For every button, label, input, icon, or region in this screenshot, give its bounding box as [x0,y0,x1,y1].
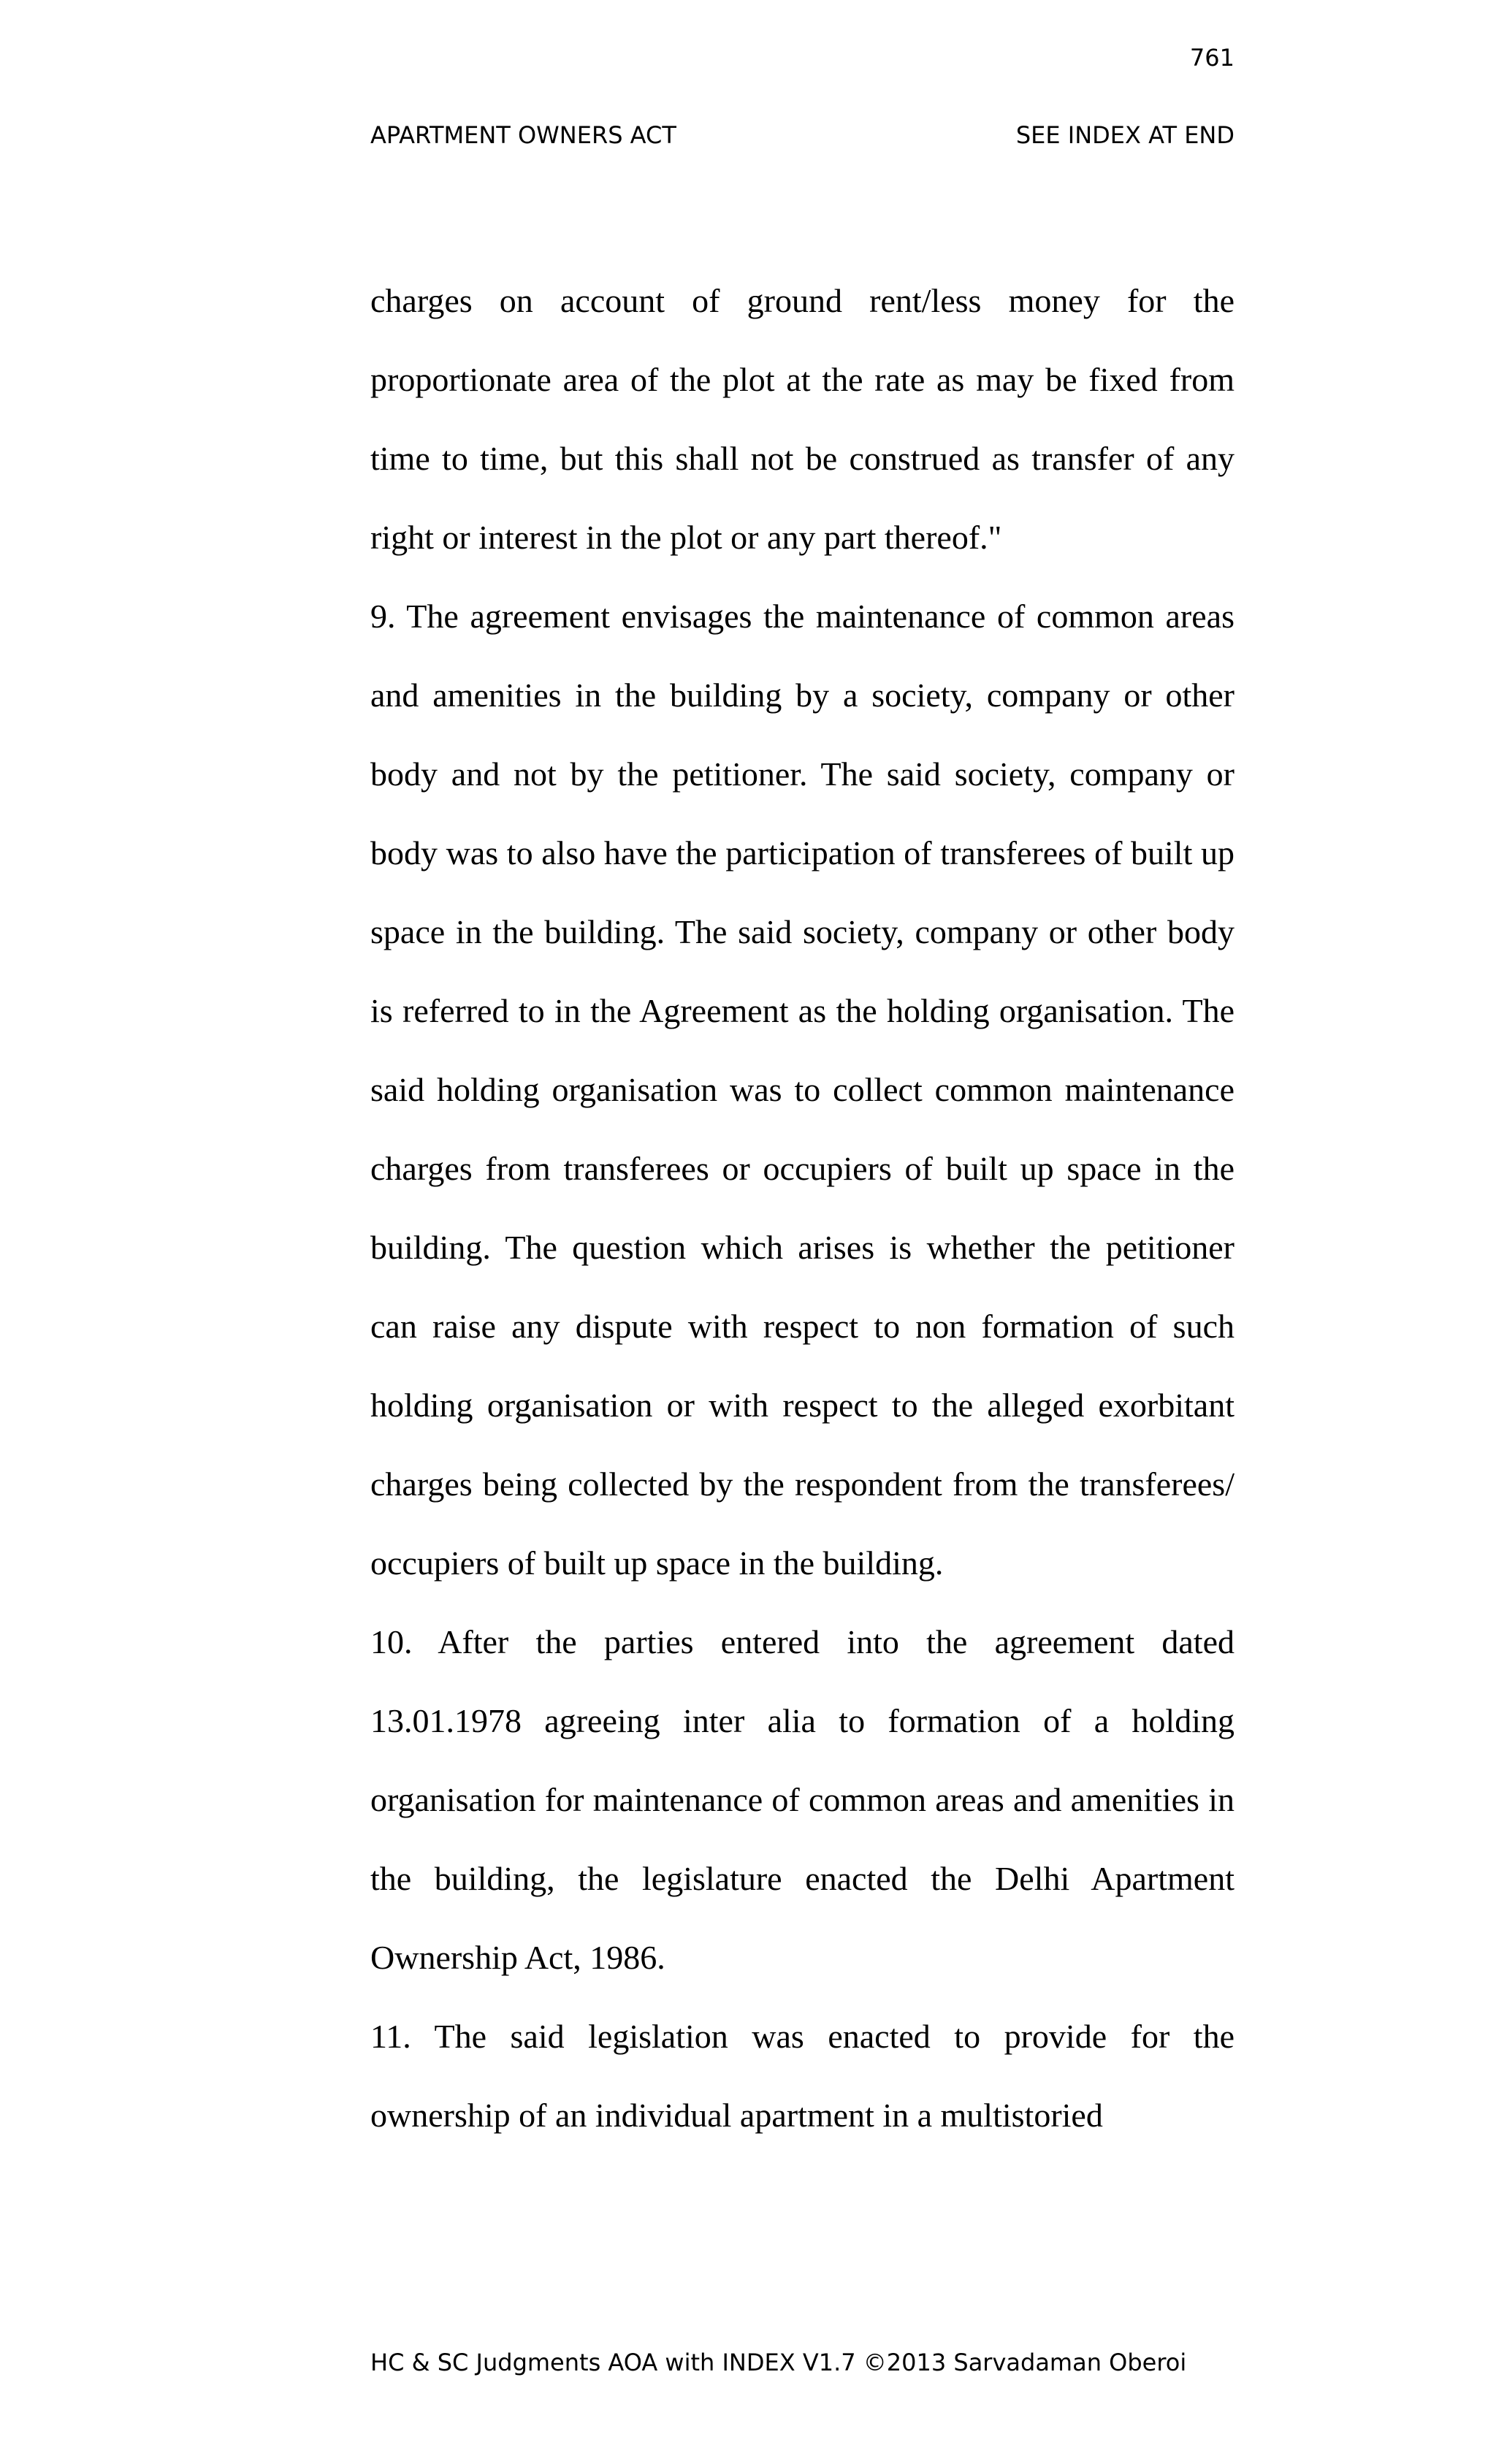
paragraph-10: 10. After the parties entered into the agreement dated 13.01.1978 agreeing inter alia to formation of a holding organisation for maintenance of common areas and amenities in the building, the legislature enacted the Delhi Apartment Ownership Act, 1986. [370,1623,1234,1976]
running-header-left: APARTMENT OWNERS ACT [370,121,676,149]
page-number: 761 [1189,44,1234,72]
running-header-right: SEE INDEX AT END [1015,121,1234,149]
document-body [370,262,1234,2155]
page-footer: HC & SC Judgments AOA with INDEX V1.7 ©2013 Sarvadaman Oberoi [370,2349,1187,2376]
paragraph-11: 11. The said legislation was enacted to provide for the ownership of an individual apartment in a multistoried [370,2018,1234,2134]
paragraph-9: 9. The agreement envisages the maintenance of common areas and amenities in the building by a society, company or other body and not by the petitioner. The said society, company or body was to also have the participation of transferees of built up space in the building. The said society, company or other body is referred to in the Agreement as the holding organisation. The said holding organisation was to collect common maintenance charges from transferees or occupiers of built up space in the building. The question which arises is whether the petitioner can raise any dispute with respect to non formation of such holding organisation or with respect to the alleged exorbitant charges being collected by the respondent from the transferees/ occupiers of built up space in the building. [370,598,1234,1582]
paragraph-continued: charges on account of ground rent/less money for the proportionate area of the plot at the rate as may be fixed from time to time, but this shall not be construed as transfer of any right or interest in the plot or any part thereof." [370,282,1234,556]
